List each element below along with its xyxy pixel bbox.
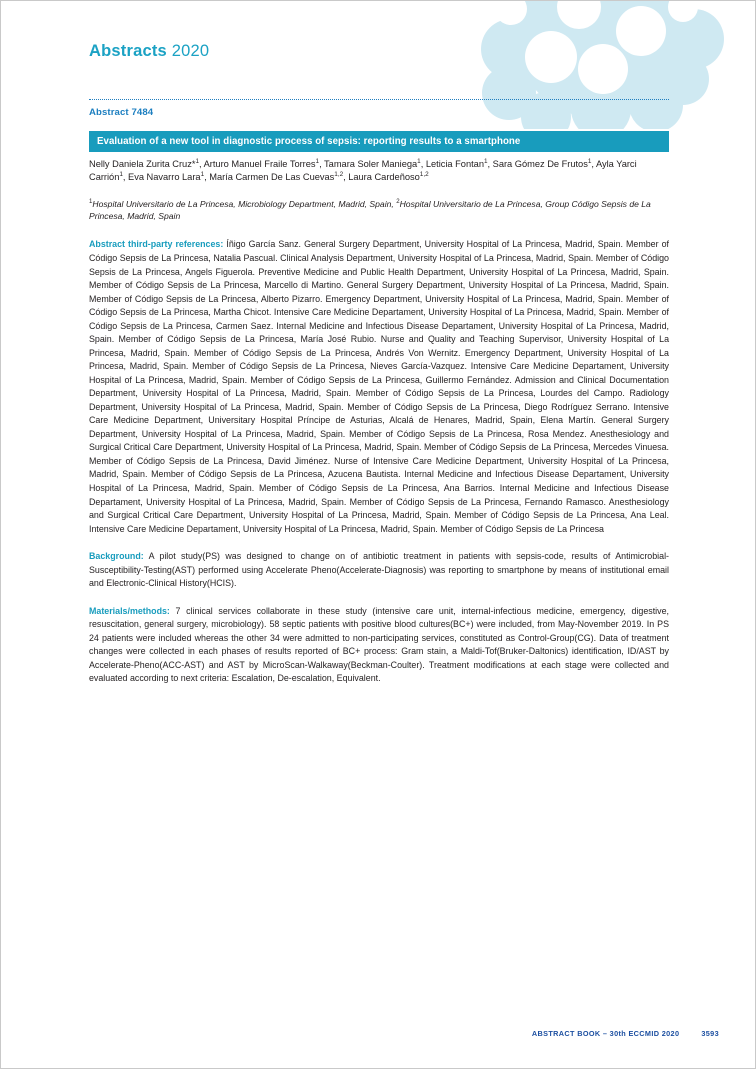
abstract-title: Evaluation of a new tool in diagnostic process of sepsis: reporting results to a smartphone xyxy=(89,131,669,152)
abstract-content xyxy=(89,131,669,686)
running-head-year: 2020 xyxy=(171,42,210,60)
author-list: Nelly Daniela Zurita Cruz*$^1$, Arturo Manuel Fraile Torres$^1$, Tamara Soler Maniega$^1$, Leticia Fontan$^1$, Sara Gómez De Frutos$^1$, Ayla Yarci Carrión$^1$, Eva Navarro Lara$^1$, María Carmen De Las Cuevas$^{1,2}$, Laura Cardeñoso$^{1,2}$ xyxy=(89,158,637,183)
footer-page-number: 3593 xyxy=(701,1029,719,1038)
section-third-party-references xyxy=(89,238,669,536)
running-head-title: Abstracts xyxy=(89,42,167,60)
section-background xyxy=(89,550,669,591)
section-label: Background: xyxy=(89,551,144,562)
section-body: 7 clinical services collaborate in these study (intensive care unit, internal-infectious medicine, emergency, digestive, resuscitation, general surgery, microbiology). 58 septic patients with positive blood cultures(BC+) were included, from May-November 2019. In PS 24 patients were included whereas the other 34 were admitted to non-participating services, constituted as Control-Group(CG). Data of treatment changes were collected in each phases of results reported of BC+ process: Gram stain, a Maldi-Tof(Bruker-Daltonics) identification, ID/AST by Accelerate-Pheno(ACC-AST) and AST by MicroScan-Walkaway(Beckman-Coulter). Treatment modifications at each stage were collected and evaluated according to next criteria: Escalation, De-escalation, Equivalent. xyxy=(89,605,669,684)
section-body: Íñigo García Sanz. General Surgery Department, University Hospital of La Princesa, Madrid, Spain. Member of Código Sepsis de La Princesa, Natalia Pascual. Clinical Analysis Department, University Hospital of La Princesa, Madrid, Spain. Member of Código Sepsis de La Princesa, Angels Figuerola. Preventive Medicine and Public Health Department, University Hospital of La Princesa, Madrid, Spain. Member of Código Sepsis de La Princesa, Marcello di Martino. General Surgery Department, University Hospital of La Princesa, Madrid, Spain. Member of Código Sepsis de La Princesa, Alberto Pizarro. Emergency Department, University Hospital of La Princesa, Madrid, Spain. Member of Código Sepsis de La Princesa, Martha Chicot. Intensive Care Medicine Departament, University Hospital of La Princesa, Madrid, Spain. Member of Código Sepsis de La Princesa, Carmen Saez. Internal Medicine and Infectious Disease Departament, University Hospital of La Princesa, Madrid, Spain. Member of Código Sepsis de La Princesa, María José Rubio. Nurse and Quality and Teaching Supervisor, University Hospital of La Princesa, Madrid, Spain. Member of Código Sepsis de La Princesa, Andrés Von Wernitz. Emergency Department, University Hospital of La Princesa, Madrid, Spain. Member of Código Sepsis de La Princesa, Nieves García-Vazquez. Intensive Care Medicine Departament, University Hospital of La Princesa, Madrid, Spain. Member of Código Sepsis de La Princesa, Guillermo Fernández. Admission and Clinical Documentation Department, University Hospital of La Princesa, Madrid, Spain. Member of Código Sepsis de La Princesa, Lourdes del Campo. Radiology Department, University Hospital of La Princesa, Madrid, Spain. Member of Código Sepsis de La Princesa, Diego Rodríguez Serrano. Intensive Care Medicine Department, Universitary Hospital Príncipe de Asturias, Alcalá de Henares, Madrid, Spain, Elena Martín. General Surgery Department, University Hospital of La Princesa, Madrid, Spain. Member of Código Sepsis de La Princesa, Rosa Mendez. Anesthesiology and Surgical Critical Care Department, University Hospital of La Princesa, Madrid, Spain. Member of Código Sepsis de La Princesa, Mercedes Vinuesa. Member of Código Sepsis de La Princesa, David Jiménez. Nurse of Intensive Care Medicine Department, University Hospital of La Princesa, Madrid, Spain. Member of Código Sepsis de La Princesa, Azucena Bautista. Internal Medicine and Infectious Disease Departament, University Hospital of La Princesa, Madrid, Spain. Member of Código Sepsis de La Princesa, Ana Barrios. Internal Medicine and Infectious Disease Departament, University Hospital of La Princesa, Madrid, Spain. Member of Código Sepsis de La Princesa, Fernando Ramasco. Anesthesiology and Surgical Critical Care Department, University Hospital of La Princesa, Madrid, Spain. Member of Código Sepsis de La Princesa, Ana Leal. Intensive Care Medicine Departament, University Hospital of La Princesa, Madrid, Spain. Member of Código Sepsis de La Princesa xyxy=(89,239,670,534)
abstract-number: Abstract 7484 xyxy=(89,107,154,118)
dotted-divider xyxy=(89,99,669,101)
running-head xyxy=(89,42,209,61)
affiliation-list: $^1$Hospital Universitario de La Princesa, Microbiology Department, Madrid, Spain, $^2$Hospital Universitario de La Princesa, Group Código Sepsis de La Princesa, Madrid, Spain xyxy=(89,197,651,221)
section-body: A pilot study(PS) was designed to change on of antibiotic treatment in patients with sepsis-code, results of Antimicrobial-Susceptibility-Testing(AST) performed using Accelerate Pheno(Accelerate-Diagnosis) was reporting to smartphone by means of institutional email and Electronic-Clinical History(HCIS). xyxy=(89,551,669,589)
section-label: Materials/methods: xyxy=(89,605,170,616)
section-label: Abstract third-party references: xyxy=(89,239,224,250)
footer-book-title: ABSTRACT BOOK – 30th ECCMID 2020 xyxy=(531,1029,680,1038)
page-footer xyxy=(1,1029,755,1038)
section-materials-methods xyxy=(89,605,669,686)
decorative-molecule-graphic xyxy=(451,1,741,129)
